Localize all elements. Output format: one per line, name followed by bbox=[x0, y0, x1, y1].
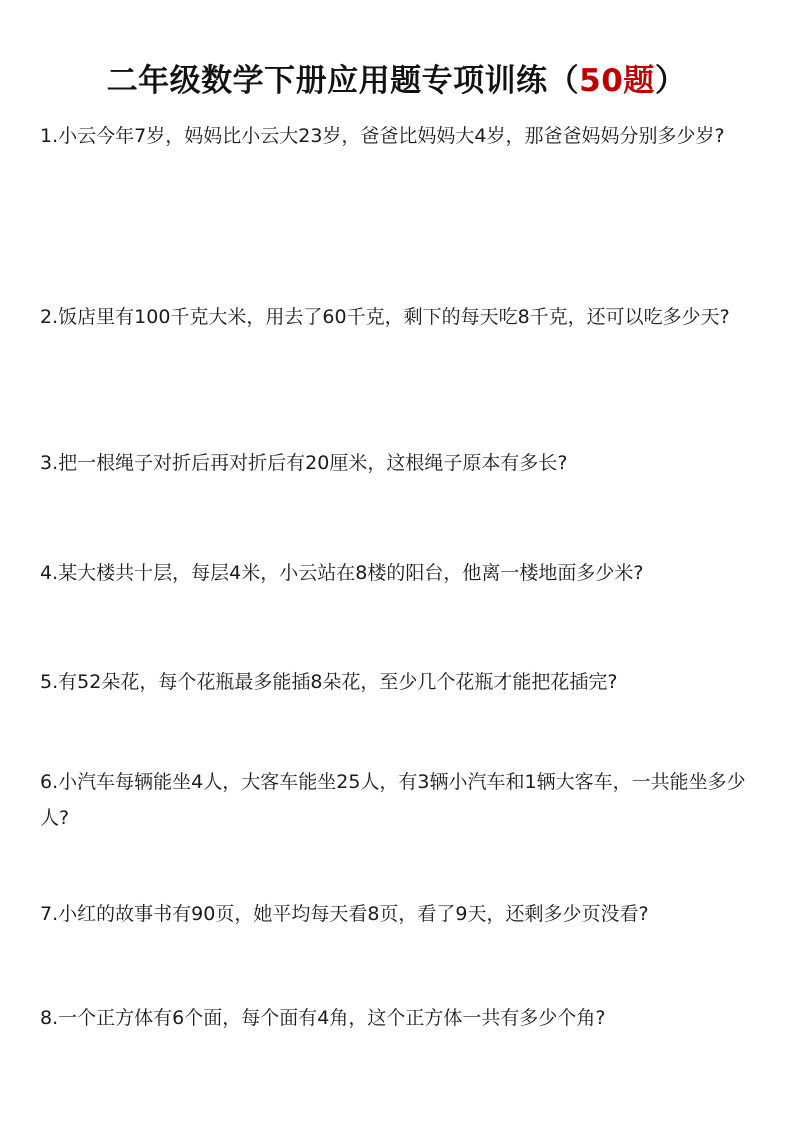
title-main: 二年级数学下册应用题专项训练（ bbox=[106, 63, 580, 99]
question-number: 4. bbox=[40, 562, 59, 584]
question-number: 8. bbox=[40, 1007, 59, 1029]
question-text: 小云今年7岁，妈妈比小云大23岁，爸爸比妈妈大4岁，那爸爸妈妈分别多少岁? bbox=[58, 125, 725, 147]
title-count: 50题 bbox=[579, 63, 655, 99]
question-number: 3. bbox=[40, 452, 59, 474]
question-3 bbox=[40, 445, 756, 481]
question-4 bbox=[40, 555, 756, 591]
question-text: 某大楼共十层，每层4米，小云站在8楼的阳台，他离一楼地面多少米? bbox=[58, 562, 644, 584]
question-5 bbox=[40, 664, 756, 700]
question-number: 5. bbox=[40, 671, 59, 693]
question-number: 1. bbox=[40, 125, 59, 147]
question-text: 把一根绳子对折后再对折后有20厘米，这根绳子原本有多长? bbox=[58, 452, 568, 474]
question-text: 小汽车每辆能坐4人，大客车能坐25人，有3辆小汽车和1辆大客车，一共能坐多少人? bbox=[40, 771, 746, 829]
question-text: 小红的故事书有90页，她平均每天看8页，看了9天，还剩多少页没看? bbox=[58, 903, 649, 925]
question-number: 6. bbox=[40, 771, 59, 793]
question-8 bbox=[40, 1000, 756, 1036]
page-title bbox=[0, 58, 793, 104]
question-text: 饭店里有100千克大米，用去了60千克，剩下的每天吃8千克，还可以吃多少天? bbox=[58, 306, 730, 328]
question-text: 一个正方体有6个面，每个面有4角，这个正方体一共有多少个角? bbox=[58, 1007, 606, 1029]
question-number: 2. bbox=[40, 306, 59, 328]
question-7 bbox=[40, 896, 756, 932]
question-2 bbox=[40, 299, 756, 335]
question-1 bbox=[40, 118, 756, 154]
question-text: 有52朵花，每个花瓶最多能插8朵花，至少几个花瓶才能把花插完? bbox=[58, 671, 618, 693]
question-6 bbox=[40, 764, 756, 836]
title-close: ） bbox=[654, 63, 687, 99]
question-number: 7. bbox=[40, 903, 59, 925]
